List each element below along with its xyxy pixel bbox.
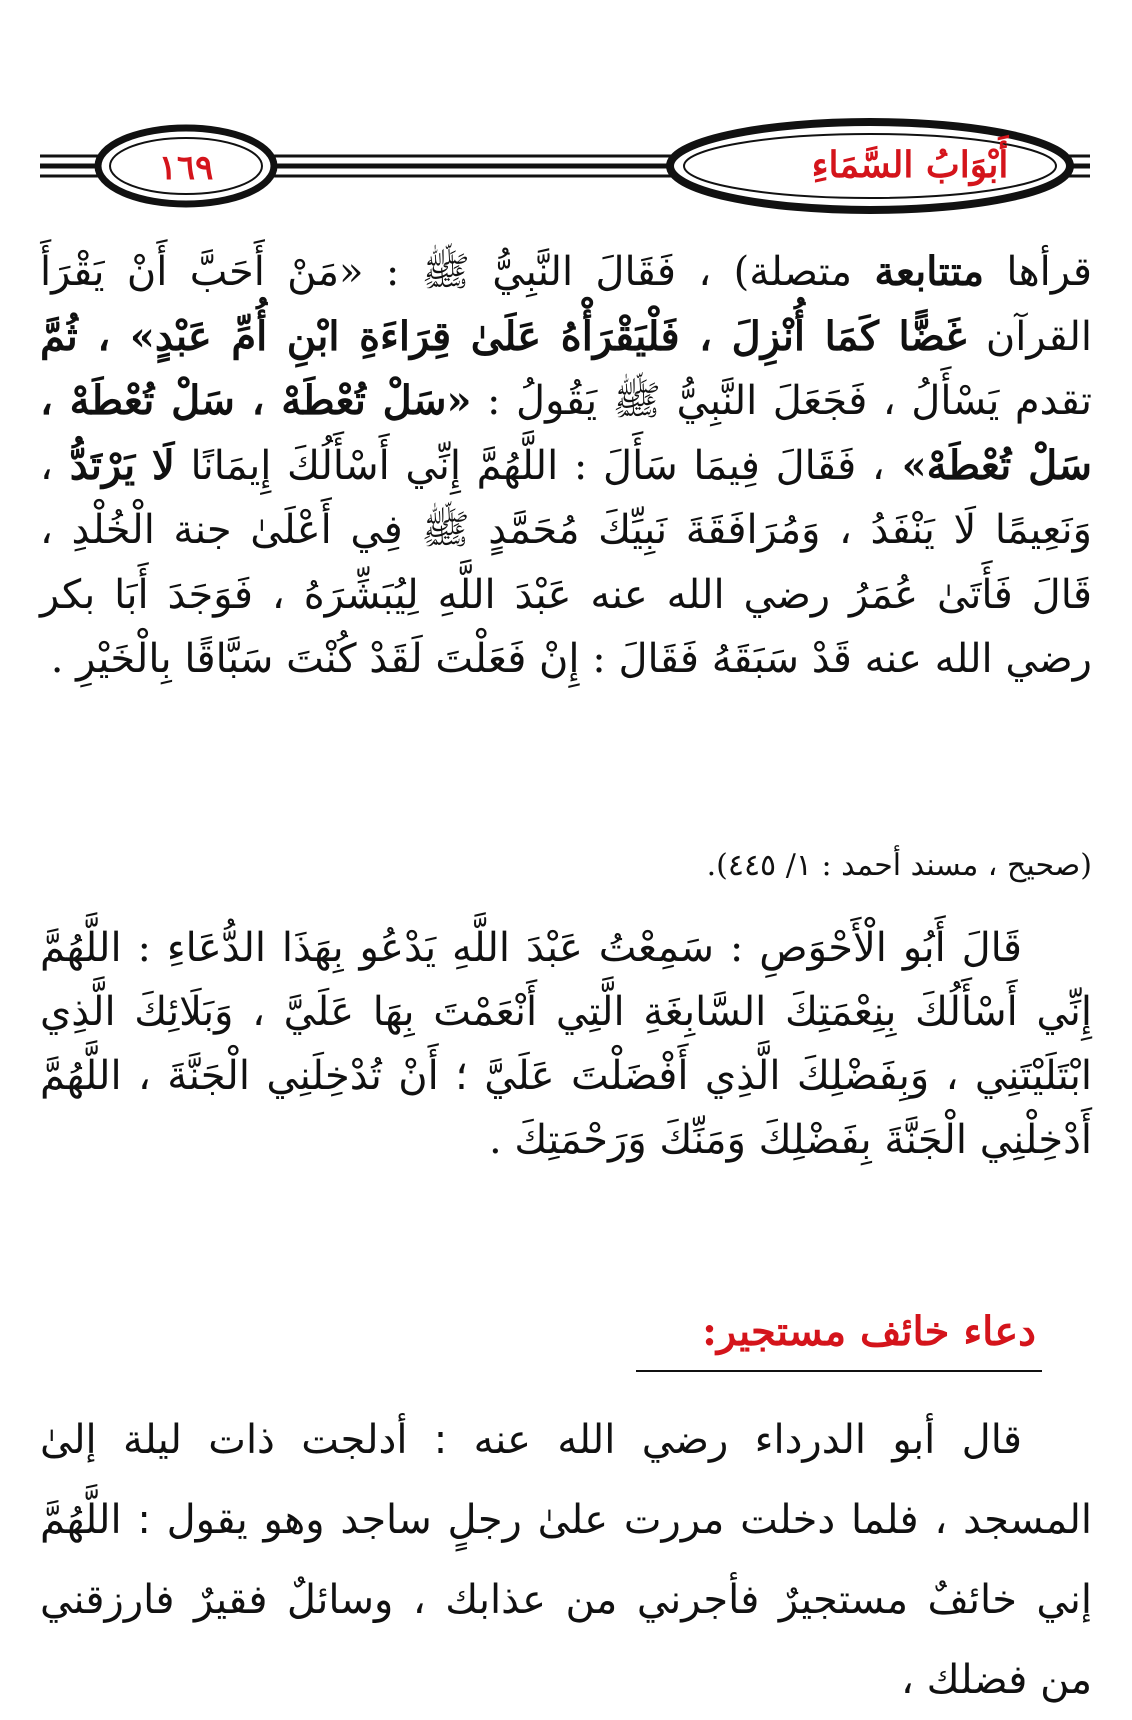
chapter-title: أَبْوَابُ السَّمَاءِ	[811, 144, 1009, 186]
hadith-paragraph	[40, 240, 1092, 692]
text-span: القرآن	[985, 313, 1092, 360]
heading-underline	[636, 1370, 1042, 1372]
section-heading: دعاء خائف مستجير:	[702, 1308, 1036, 1355]
text-span: تقدم يَسْأَلُ ، فَجَعَلَ النَّبِيُّ ﷺ يَقُولُ :	[471, 378, 1092, 424]
text-span: «سَلْ تُعْطَهْ ، سَلْ تُعْطَهْ ، سَلْ تُعْطَهْ»	[40, 377, 1092, 489]
source-citation: (صحيح ، مسند أحمد : ١/ ٤٤٥).	[706, 848, 1092, 883]
text-span: متتابعة	[874, 248, 985, 295]
page-number: ١٦٩	[158, 148, 214, 188]
text-span: متصلة) ، فَقَالَ النَّبِيُّ ﷺ : «مَنْ أَحَبَّ أَنْ يَقْرَأَ	[40, 249, 875, 295]
dua-paragraph	[40, 916, 1092, 1172]
page-header	[40, 118, 1090, 214]
story-text: قال أبو الدرداء رضي الله عنه : أدلجت ذات ليلة إلىٰ المسجد ، فلما دخلت مررت علىٰ رجلٍ ساجد وهو يقول : اللَّهُمَّ إني خائفٌ مستجيرٌ فأجرني من عذابك ، وسائلٌ فقيرٌ فارزقني من فضلك ،	[40, 1417, 1092, 1703]
text-span: غَضًّا كَمَا أُنْزِلَ ، فَلْيَقْرَأْهُ عَلَىٰ قِرَاءَةِ ابْنِ أُمِّ عَبْدٍ» ، ثُمَّ	[40, 312, 986, 360]
text-span: قرأها	[984, 249, 1092, 295]
dua-text: قَالَ أَبُو الْأَحْوَصِ : سَمِعْتُ عَبْدَ اللَّهِ يَدْعُو بِهَذَا الدُّعَاءِ : اللَّهُمَّ إِنِّي أَسْأَلُكَ بِنِعْمَتِكَ السَّابِغَةِ الَّتِي أَنْعَمْتَ بِهَا عَلَيَّ ، وَبَلَائِكَ الَّذِي ابْتَلَيْتَنِي ، وَبِفَضْلِكَ الَّذِي أَفْضَلْتَ عَلَيَّ ؛ أَنْ تُدْخِلَنِي الْجَنَّةَ ، اللَّهُمَّ أَدْخِلْنِي الْجَنَّةَ بِفَضْلِكَ وَمَنِّكَ وَرَحْمَتِكَ .	[40, 925, 1093, 1163]
text-span: لَا يَرْتَدُّ	[52, 441, 175, 489]
text-span: ، فَقَالَ فِيمَا سَأَلَ : اللَّهُمَّ إِنِّي أَسْأَلُكَ إِيمَانًا	[174, 442, 885, 489]
story-paragraph	[40, 1400, 1092, 1720]
text-span: ، وَنَعِيمًا لَا يَنْفَدُ ، وَمُرَافَقَةَ نَبِيِّكَ مُحَمَّدٍ ﷺ فِي أَعْلَىٰ جنة الْخُلْدِ ، قَالَ فَأَتَىٰ عُمَرُ رضي الله عنه عَبْدَ اللَّهِ لِيُبَشِّرَهُ ، فَوَجَدَ أَبَا بكر رضي الله عنه قَدْ سَبَقَهُ فَقَالَ : إِنْ فَعَلْتَ لَقَدْ كُنْتَ سَبَّاقًا بِالْخَيْرِ .	[40, 442, 1092, 682]
